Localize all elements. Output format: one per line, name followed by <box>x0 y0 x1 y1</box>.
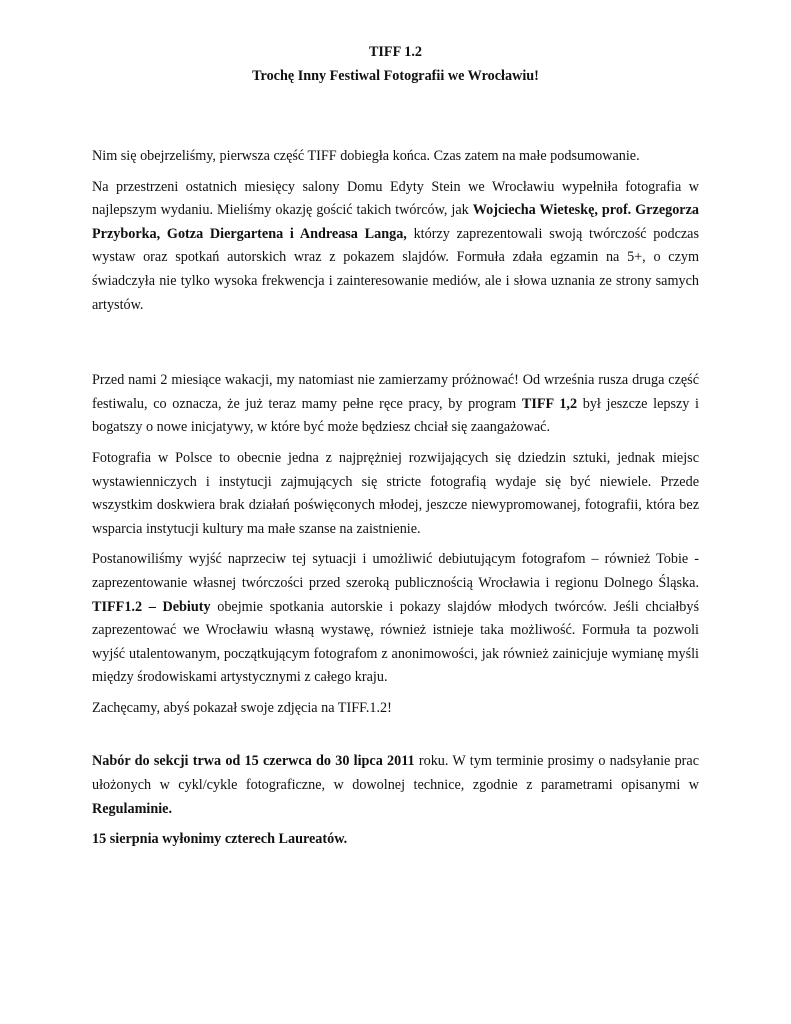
p7-regulations: Regulaminie. <box>92 800 172 817</box>
paragraph-submission <box>92 750 699 821</box>
paragraph-second-part <box>92 369 699 440</box>
p7-deadline: Nabór do sekcji trwa od 15 czerwca do 30 lipca 2011 <box>92 753 415 770</box>
p3-text-a: Przed nami 2 miesiące wakacji, my natomiast nie zamierzamy próżnować! Od września rusza druga część festiwalu, co oznacza, że już teraz mamy pełne ręce pracy, by program <box>92 372 699 412</box>
paragraph-laureates <box>92 828 699 852</box>
paragraph-summary-intro: Nim się obejrzeliśmy, pierwsza część TIFF dobiegła końca. Czas zatem na małe podsumowanie. <box>92 148 640 164</box>
document-title <box>92 40 699 88</box>
p7-text-b: roku. W tym terminie prosimy o nadsyłanie prac ułożonych w cykl/cykle fotograficzne, w dowolnej technice, zgodnie z parametrami opisanymi w <box>92 753 699 794</box>
p5-text-a: Postanowiliśmy wyjść naprzeciw tej sytuacji i umożliwić debiutującym fotografom – również Tobie - zaprezentowanie własnej twórczości przed szeroką publicznością Wrocławia i regionu Dolnego Śląska. <box>92 551 699 591</box>
p8-laureates: 15 sierpnia wyłonimy czterech Laureatów. <box>92 831 348 848</box>
paragraph-debuts <box>92 548 699 690</box>
title-line-2: Trochę Inny Festiwal Fotografii we Wrocławiu! <box>252 68 539 84</box>
title-line-1: TIFF 1.2 <box>368 44 423 60</box>
p2-text-a: Na przestrzeni ostatnich miesięcy salony Domu Edyty Stein we Wrocławiu wypełniła fotografia w najlepszym wydaniu. Mieliśmy okazję gościć takich twórców, jak <box>92 178 699 219</box>
p5-text-c: obejmie spotkania autorskie i pokazy slajdów młodych twórców. Jeśli chciałbyś zaprezentować we Wrocławiu własną wystawę, również istnieje taka możliwość. Formuła ta pozwoli wyjść utalentowanym, początkującym fotografom z anonimowości, jak również zainicjuje wymianę myśli między środowiskami artystycznymi z całego kraju. <box>92 598 700 686</box>
paragraph-encouragement: Zachęcamy, abyś pokazał swoje zdjęcia na TIFF.1.2! <box>92 699 392 716</box>
p2-artists: Wojciecha Wieteskę, prof. Grzegorza Przyborka, Gotza Diergartena i Andreasa Langa, <box>92 202 699 242</box>
p2-text-c: którzy zaprezentowali swoją twórczość podczas wystaw oraz spotkań autorskich wraz z pokazem slajdów. Formuła zdała egzamin na 5+, o czym świadczyła nie tylko wysoka frekwencja i zainteresowanie mediów, ale i słowa uznania ze strony samych artystów. <box>92 225 699 313</box>
paragraph-past-events <box>92 176 699 318</box>
p3-program-name: TIFF 1,2 <box>521 395 578 412</box>
p3-text-c: był jeszcze lepszy i bogatszy o nowe inicjatywy, w które być może będziesz chciał się zaangażować. <box>92 395 699 436</box>
document-page <box>92 40 699 852</box>
p5-debuts-name: TIFF1.2 – Debiuty <box>92 598 211 615</box>
paragraph-photography-poland: Fotografia w Polsce to obecnie jedna z najprężniej rozwijających się dziedzin sztuki, jednak miejsc wystawienniczych i instytucji zajmujących się stricte fotografią wydaje się być niewiele. Przede wszystkim doskwiera brak działań poświęconych młodej, jeszcze niewypromowanej, fotografii, która bez wsparcia instytucji kultury ma małe szanse na zaistnienie. <box>92 449 699 537</box>
